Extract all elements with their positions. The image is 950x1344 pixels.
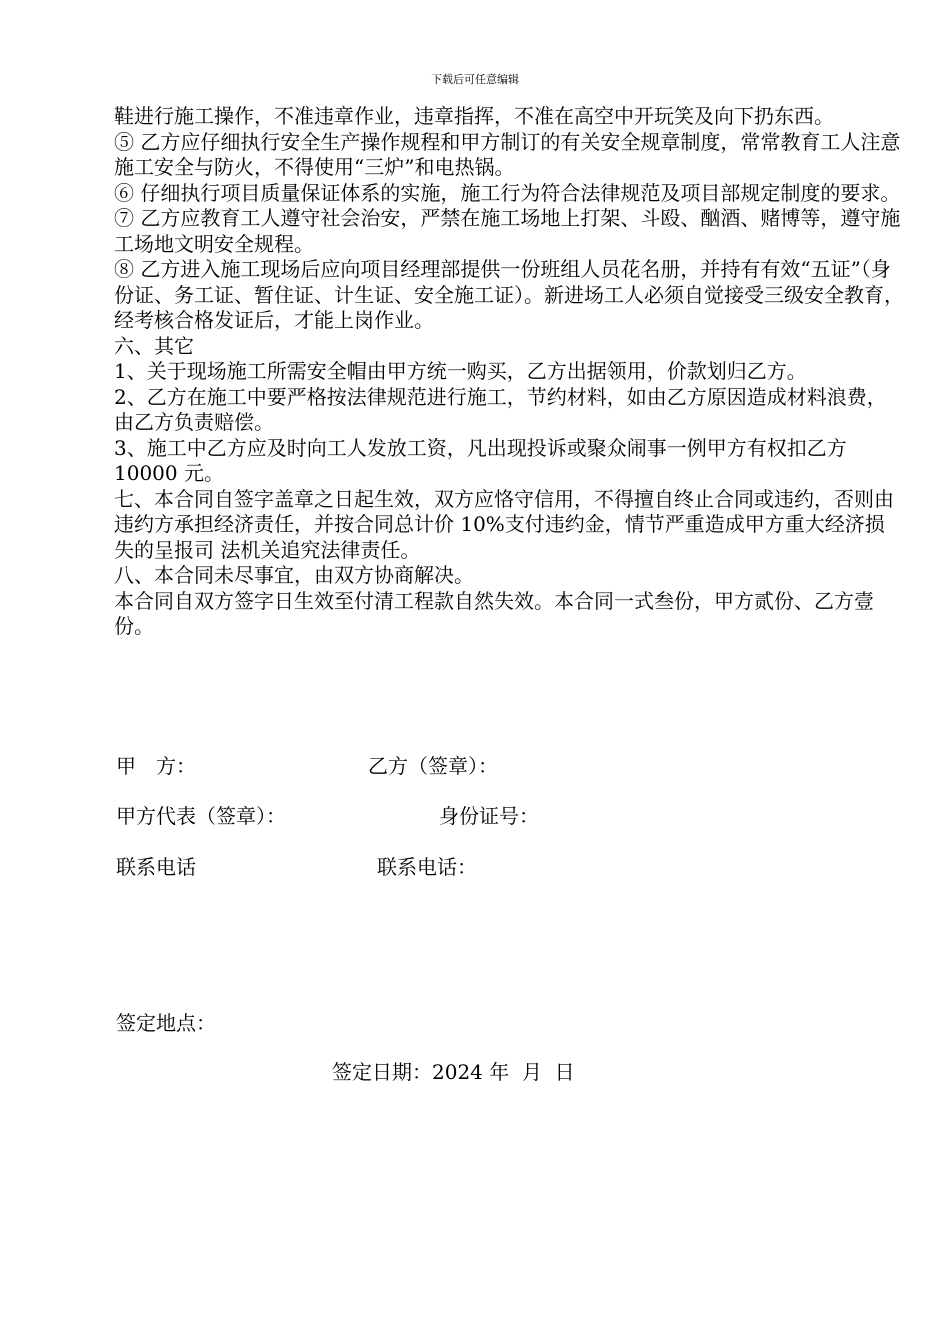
paragraph: 八、本合同未尽事宜，由双方协商解决。	[114, 563, 474, 587]
paragraph: 本合同自双方签字日生效至付清工程款自然失效。本合同一式叁份，甲方贰份、乙方壹份。	[114, 588, 874, 638]
paragraph: ⑦ 乙方应教育工人遵守社会治安，严禁在施工场地上打架、斗殴、酗酒、赌博等，遵守施工场地文明安全规程。	[114, 206, 901, 256]
party-b-label: 乙方（签章）：	[368, 754, 498, 778]
paragraph: 鞋进行施工操作，不准违章作业，违章指挥，不准在高空中开玩笑及向下扔东西。	[114, 104, 834, 128]
party-a-representative-label: 甲方代表（签章）：	[116, 804, 286, 828]
paragraph: 1、关于现场施工所需安全帽由甲方统一购买，乙方出据领用，价款划归乙方。	[114, 359, 807, 383]
paragraph: 3、施工中乙方应及时向工人发放工资，凡出现投诉或聚众闹事一例甲方有权扣乙方 10000 元。	[114, 435, 847, 485]
id-number-label: 身份证号：	[439, 804, 539, 828]
paragraph: ⑥ 仔细执行项目质量保证体系的实施，施工行为符合法律规范及项目部规定制度的要求。	[114, 180, 901, 205]
section-heading: 六、其它	[114, 333, 194, 358]
signing-place-label: 签定地点：	[116, 1011, 216, 1035]
paragraph: 七、本合同自签字盖章之日起生效，双方应恪守信用，不得擅自终止合同或违约，否则由违约方承担经济责任，并按合同总计价 10%支付违约金，情节严重造成甲方重大经济损失的呈报司 法机关追究法律责任。	[114, 486, 894, 562]
page-header: 下载后可任意编辑	[431, 73, 519, 86]
signing-date-label: 签定日期：2024 年 月 日	[332, 1060, 575, 1084]
paragraph: 2、乙方在施工中要严格按法律规范进行施工，节约材料，如由乙方原因造成材料浪费，由乙方负责赔偿。	[114, 384, 887, 434]
phone-b-label: 联系电话：	[377, 855, 477, 879]
paragraph: ⑧ 乙方进入施工现场后应向项目经理部提供一份班组人员花名册，并持有有效“五证”（身份证、务工证、暂住证、计生证、安全施工证）。新进场工人必须自觉接受三级安全教育，经考核合格发证后，才能上岗作业。	[114, 257, 904, 332]
contract-body	[114, 104, 904, 640]
phone-a-label: 联系电话	[116, 855, 196, 879]
party-a-label: 甲 方：	[116, 754, 196, 778]
paragraph: ⑤ 乙方应仔细执行安全生产操作规程和甲方制订的有关安全规章制度，常常教育工人注意施工安全与防火，不得使用“三炉”和电热锅。	[114, 129, 901, 179]
